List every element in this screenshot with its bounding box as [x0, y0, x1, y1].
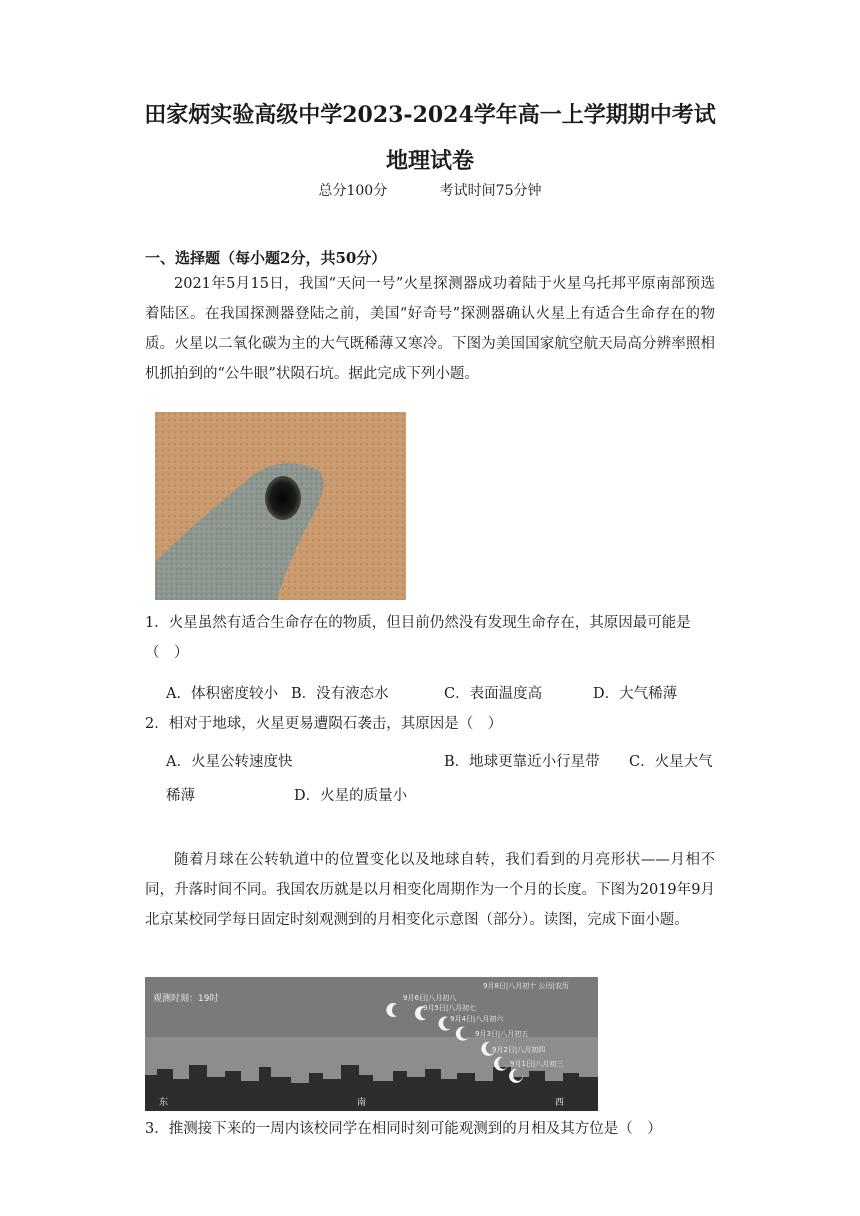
q2-option-b[interactable]: B．地球更靠近小行星带 [444, 754, 600, 770]
section-heading: 一、选择题（每小题2分，共50分） [145, 249, 387, 267]
question-1-stem: 1．火星虽然有适合生命存在的物质，但目前仍然没有发现生命存在，其原因最可能是（ ） [145, 615, 691, 661]
q2-option-c-continued: 稀薄 [166, 788, 195, 804]
moon-label-sep2: 9月2日|八月初四 [492, 1046, 546, 1054]
total-score: 总分100分 [318, 183, 388, 199]
moon-label-sep3: 9月3日|八月初五 [475, 1030, 529, 1038]
exam-time: 考试时间75分钟 [439, 183, 542, 199]
exam-meta [0, 180, 860, 200]
question-3-stem: 3．推测接下来的一周内该校同学在相同时刻可能观测到的月相及其方位是（ ） [145, 1121, 662, 1137]
exam-subtitle: 地理试卷 [385, 148, 474, 174]
q1-option-c[interactable]: C．表面温度高 [444, 686, 543, 702]
q2-option-c[interactable]: C．火星大气 [629, 754, 713, 770]
passage-moon: 随着月球在公转轨道中的位置变化以及地球自转，我们看到的月亮形状——月相不同，升落时间不同。我国农历就是以月相变化周期作为一个月的长度。下图为2019年9月北京某校同学每日固定时刻观测到的月相变化示意图（部分）。读图，完成下面小题。 [145, 852, 715, 928]
q1-option-a[interactable]: A．体积密度较小 [166, 686, 278, 702]
q2-option-a[interactable]: A．火星公转速度快 [166, 754, 293, 770]
q1-option-b[interactable]: B．没有液态水 [291, 686, 389, 702]
crater-photo [155, 412, 406, 600]
passage-mars: 2021年5月15日，我国“天问一号”火星探测器成功着陆于火星乌托邦平原南部预选着陆区。在我国探测器登陆之前，美国“好奇号”探测器确认火星上有适合生命存在的物质。火星以二氧化碳为主的大气既稀薄又寒冷。下图为美国国家航空航天局高分辨率照相机抓拍到的“公牛眼”状陨石坑。据此完成下列小题。 [145, 276, 715, 382]
q2-option-d[interactable]: D．火星的质量小 [294, 788, 408, 804]
obs-time-label: 观测时刻：19时 [153, 994, 219, 1004]
moon-label-sep8: 9月8日|八月初十 公历|农历 [483, 982, 569, 990]
q1-option-d[interactable]: D．大气稀薄 [593, 686, 678, 702]
moon-label-sep4: 9月4日|八月初六 [450, 1015, 504, 1023]
moon-phase-figure [145, 977, 598, 1111]
direction-east: 东 [159, 1098, 169, 1108]
question-2-stem: 2．相对于地球，火星更易遭陨石袭击，其原因是（ ） [145, 716, 503, 732]
moon-label-sep5: 9月5日|八月初七 [423, 1004, 477, 1012]
exam-title: 田家炳实验高级中学2023-2024学年高一上学期期中考试 [144, 102, 716, 128]
direction-south: 南 [357, 1098, 367, 1108]
moon-label-sep6: 9月6日|八月初八 [403, 994, 457, 1002]
moon-label-sep1: 9月1日|八月初三 [510, 1060, 564, 1068]
direction-west: 西 [555, 1098, 565, 1108]
